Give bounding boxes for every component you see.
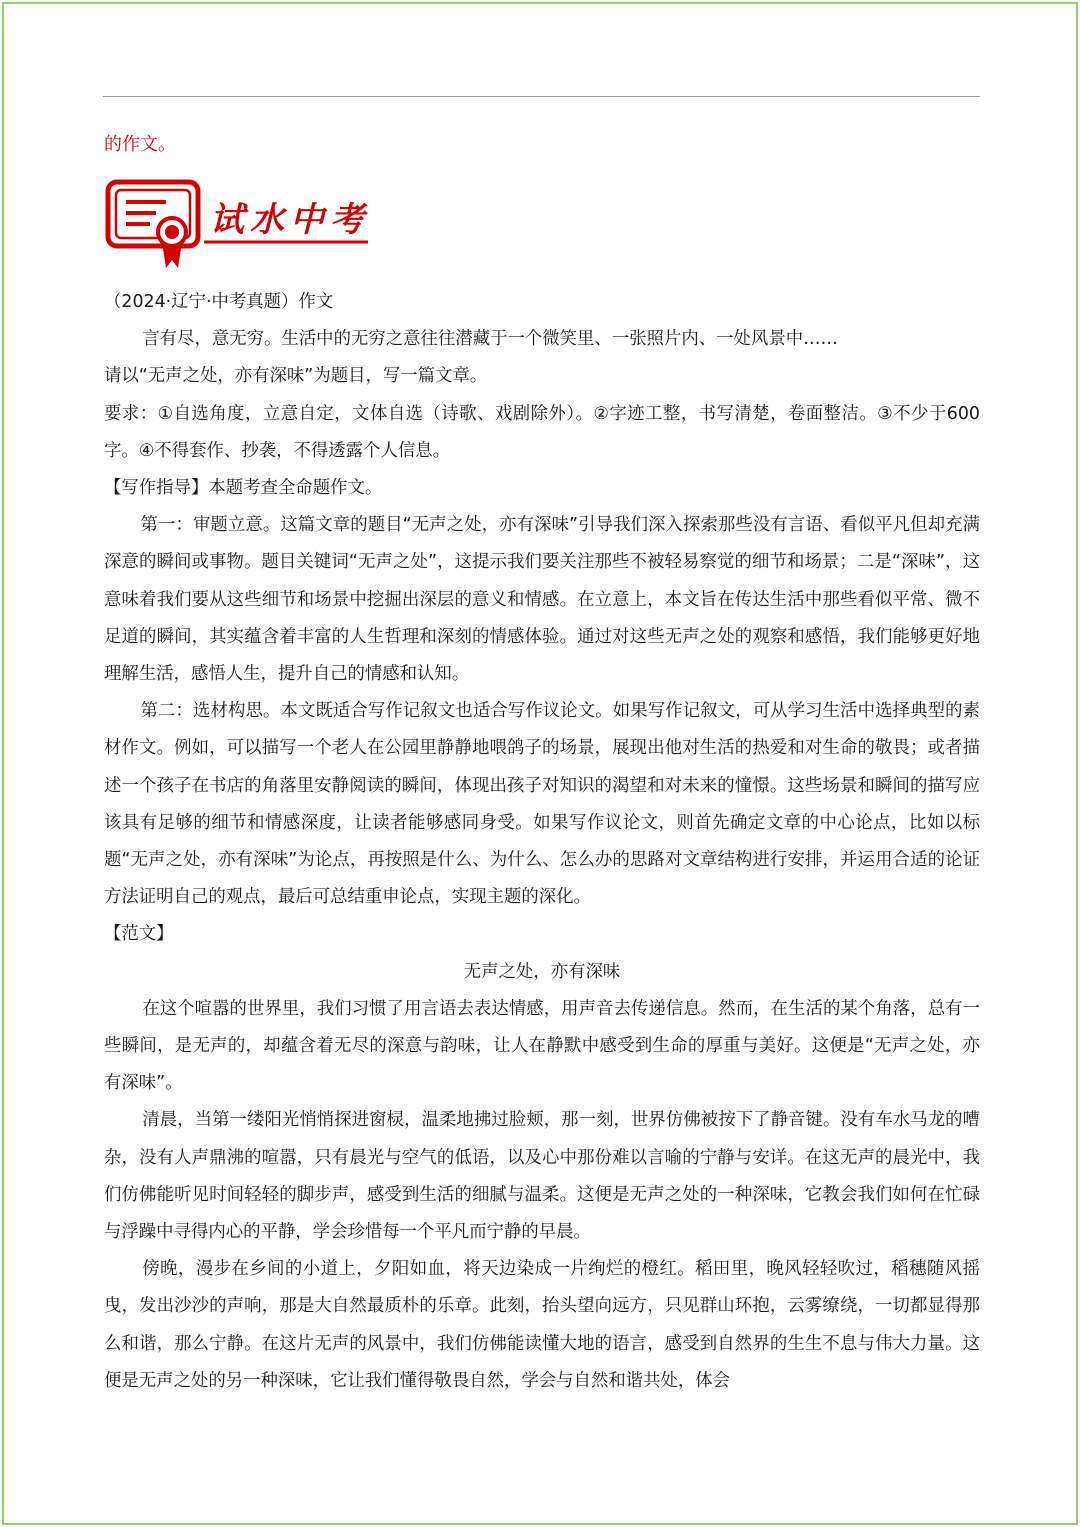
- question-source: （2024·辽宁·中考真题）作文: [104, 292, 334, 312]
- document-body: [104, 284, 980, 1400]
- guidance-heading: 【写作指导】本题考查全命题作文。: [104, 478, 383, 499]
- essay-title: 无声之处，亦有深味: [463, 961, 621, 982]
- section-logo-title: 试水中考: [210, 200, 370, 240]
- question-instruction: 请以“无声之处，亦有深味”为题目，写一篇文章。: [104, 366, 488, 387]
- guidance-paragraph: 第二：选材构思。本文既适合写作记叙文也适合写作议论文。如果写作记叙文，可从学习生活中选择典型的素材作文。例如，可以描写一个老人在公园里静静地喂鸽子的场景，展现出他对生活的热爱和对生命的敬畏；或者描述一个孩子在书店的角落里安静阅读的瞬间，体现出孩子对知识的渴望和对未来的憧憬。这些场景和瞬间的描写应该具有足够的细节和情感深度，让读者能够感同身受。如果写作议论文，则首先确定文章的中心论点，比如以标题“无声之处，亦有深味”为论点，再按照是什么、为什么、怎么办的思路对文章结构进行安排，并运用合适的论证方法证明自己的观点，最后可总结重申论点，实现主题的深化。: [104, 701, 980, 908]
- question-requirements: 要求：①自选角度，立意自定，文体自选（诗歌、戏剧除外）。②字迹工整，书写清楚，卷面整洁。③不少于600 字。④不得套作、抄袭，不得透露个人信息。: [104, 403, 980, 461]
- essay-paragraph: 傍晚，漫步在乡间的小道上，夕阳如血，将天边染成一片绚烂的橙红。稻田里，晚风轻轻吹过，稻穗随风摇曳，发出沙沙的声响，那是大自然最质朴的乐章。此刻，抬头望向远方，只见群山环抱，云雾缭绕，一切都显得那么和谐，那么宁静。在这片无声的风景中，我们仿佛能读懂大地的语言，感受到自然界的生生不息与伟大力量。这便是无声之处的另一种深味，它让我们懂得敬畏自然，学会与自然和谐共处，体会: [104, 1259, 980, 1391]
- header-rule: [103, 96, 980, 97]
- essay-paragraph: 在这个喧嚣的世界里，我们习惯了用言语去表达情感，用声音去传递信息。然而，在生活的某个角落，总有一些瞬间，是无声的，却蕴含着无尽的深意与韵味，让人在静默中感受到生命的厚重与美好。这便是“无声之处，亦有深味”。: [104, 998, 980, 1094]
- question-prompt: 言有尽，意无穷。生活中的无穷之意往往潜藏于一个微笑里、一张照片内、一处风景中……: [142, 329, 838, 350]
- guidance-paragraph: 第一：审题立意。这篇文章的题目“无声之处，亦有深味”引导我们深入探索那些没有言语、看似平凡但却充满深意的瞬间或事物。题目关键词“无声之处”，这提示我们要关注那些不被轻易察觉的细节和场景；二是“深味”，这意味着我们要从这些细节和场景中挖掘出深层的意义和情感。在立意上，本文旨在传达生活中那些看似平常、微不足道的瞬间，其实蕴含着丰富的人生哲理和深刻的情感体验。通过对这些无声之处的观察和感悟，我们能够更好地理解生活，感悟人生，提升自己的情感和认知。: [104, 515, 980, 685]
- essay-paragraph: 清晨，当第一缕阳光悄悄探进窗棂，温柔地拂过脸颊，那一刻，世界仿佛被按下了静音键。没有车水马龙的嘈杂，没有人声鼎沸的喧嚣，只有晨光与空气的低语，以及心中那份难以言喻的宁静与安详。在这无声的晨光中，我们仿佛能听见时间轻轻的脚步声，感受到生活的细腻与温柔。这便是无声之处的一种深味，它教会我们如何在忙碌与浮躁中寻得内心的平静，学会珍惜每一个平凡而宁静的早晨。: [104, 1110, 980, 1243]
- continued-text: 的作文。: [104, 134, 176, 155]
- section-logo: [104, 176, 374, 272]
- essay-heading: 【范文】: [104, 924, 174, 945]
